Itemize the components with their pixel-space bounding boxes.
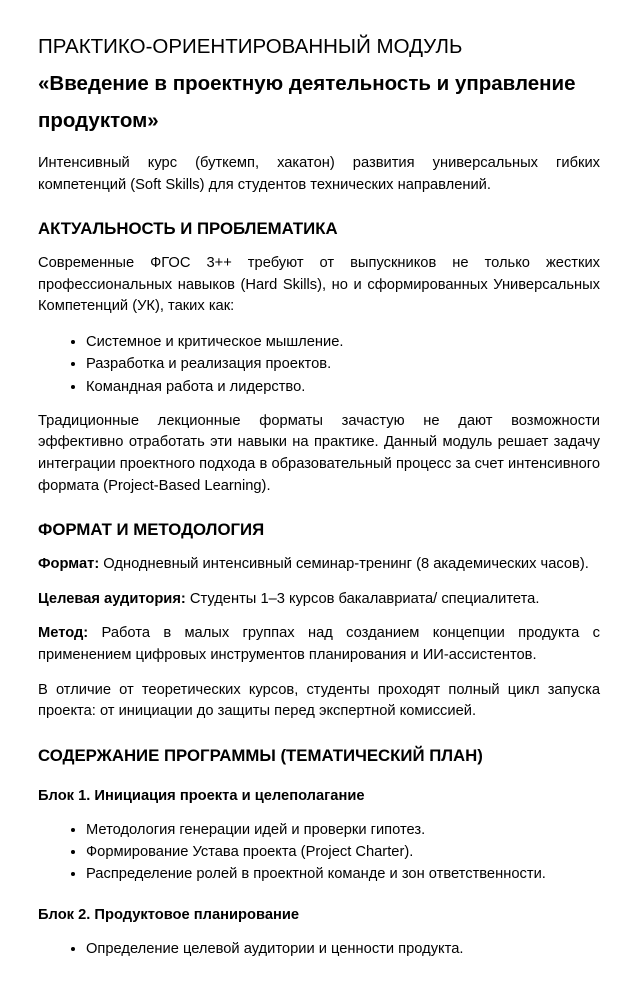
document-title-kicker: ПРАКТИКО-ОРИЕНТИРОВАННЫЙ МОДУЛЬ xyxy=(38,35,463,58)
intro-paragraph: Интенсивный курс (буткемп, хакатон) развития универсальных гибких компетенций (Soft Skills) для студентов технических направлений. xyxy=(38,155,600,193)
block2-heading: Блок 2. Продуктовое планирование xyxy=(38,906,300,923)
method-text: Работа в малых группах над созданием концепции продукта с применением цифровых инструментов планирования и ИИ-ассистентов. xyxy=(38,625,600,664)
format-label: Формат: xyxy=(38,556,100,573)
list-item: • Методология генерации идей и проверки гипотез. xyxy=(86,819,600,841)
relevance-bullet-list xyxy=(38,331,600,398)
list-item: • Формирование Устава проекта (Project Charter). xyxy=(86,841,600,863)
audience-text: Студенты 1–3 курсов бакалавриата/ специалитета. xyxy=(185,590,540,607)
block2-bullet-list xyxy=(38,938,600,960)
method-paragraph xyxy=(38,623,600,666)
document-title: «Введение в проектную деятельность и управление продуктом» xyxy=(38,72,576,132)
relevance-paragraph-2: Традиционные лекционные форматы зачастую не дают возможности эффективно отработать эти навыки на практике. Данный модуль решает задачу интеграции проектного подхода в образовательный процесс за счет интенсивного формата (Project-Based Learning). xyxy=(38,412,600,494)
list-item: • Разработка и реализация проектов. xyxy=(86,353,600,375)
format-paragraph xyxy=(38,554,600,576)
block1-heading: Блок 1. Инициация проекта и целеполагание xyxy=(38,787,365,804)
section-heading-content: СОДЕРЖАНИЕ ПРОГРАММЫ (ТЕМАТИЧЕСКИЙ ПЛАН) xyxy=(38,745,483,765)
list-item: • Командная работа и лидерство. xyxy=(86,376,600,398)
audience-label: Целевая аудитория: xyxy=(38,590,186,607)
list-item: • Распределение ролей в проектной команде и зон ответственности. xyxy=(86,863,600,885)
block1-bullet-list xyxy=(38,819,600,886)
relevance-paragraph-1: Современные ФГОС 3++ требуют от выпускников не только жестких профессиональных навыков (Hard Skills), но и сформированных Универсальных Компетенций (УК), таких как: xyxy=(38,255,600,315)
audience-paragraph xyxy=(38,589,600,611)
section-heading-format: ФОРМАТ И МЕТОДОЛОГИЯ xyxy=(38,520,265,540)
section-heading-relevance: АКТУАЛЬНОСТЬ И ПРОБЛЕМАТИКА xyxy=(38,219,338,239)
list-item: • Определение целевой аудитории и ценности продукта. xyxy=(86,938,600,960)
list-item: • Системное и критическое мышление. xyxy=(86,331,600,353)
method-label: Метод: xyxy=(38,625,89,642)
format-text: Однодневный интенсивный семинар-тренинг (8 академических часов). xyxy=(99,556,589,573)
format-closing-paragraph: В отличие от теоретических курсов, студенты проходят полный цикл запуска проекта: от инициации до защиты перед экспертной комиссией. xyxy=(38,681,600,720)
